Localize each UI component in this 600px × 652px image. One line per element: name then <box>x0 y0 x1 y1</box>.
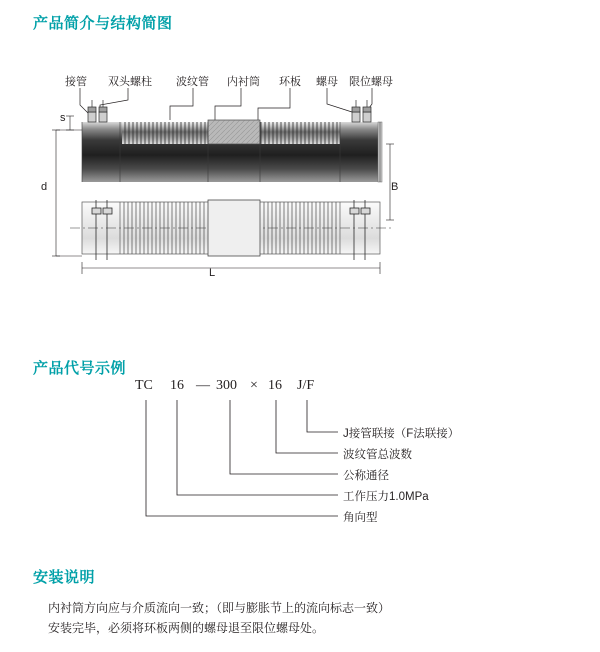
callout-label-double-stud: 双头螺柱 <box>108 76 152 88</box>
code-token-type: TC <box>135 378 153 393</box>
dimension-label-d: d <box>41 181 48 193</box>
section-title-code: 产品代号示例 <box>33 360 127 377</box>
product-code-diagram <box>0 378 600 538</box>
structure-drawing-svg <box>0 60 600 290</box>
install-notes <box>48 598 568 638</box>
install-note-line-1: 内衬筒方向应与介质流向一致；（即与膨胀节上的流向标志一致） <box>48 601 391 615</box>
code-token-pressure: 16 <box>170 378 184 393</box>
code-desc-diameter: 公称通径 <box>343 470 389 482</box>
code-token-dash: — <box>196 378 210 393</box>
code-desc-type: 角向型 <box>343 512 378 524</box>
code-token-connection: J/F <box>297 378 315 393</box>
product-code-leader-svg <box>0 378 600 538</box>
section-title-install: 安装说明 <box>33 569 96 586</box>
dimension-label-s: s <box>60 112 66 124</box>
callout-label-limit-nut: 限位螺母 <box>349 76 393 88</box>
code-desc-connection: J接管联接（F法联接） <box>343 428 460 440</box>
callout-label-ring-plate: 环板 <box>279 76 301 88</box>
callout-label-pipe: 接管 <box>65 76 87 88</box>
dimension-label-L: L <box>209 267 216 279</box>
code-token-diameter: 300 <box>216 378 237 393</box>
callout-label-liner: 内衬筒 <box>227 76 260 88</box>
dimension-label-B: B <box>391 181 399 193</box>
section-title-structure: 产品简介与结构简图 <box>33 15 173 32</box>
code-token-wavecount: 16 <box>268 378 282 393</box>
code-desc-wavecount: 波纹管总波数 <box>343 449 412 461</box>
callout-label-nut: 螺母 <box>316 76 338 88</box>
code-desc-pressure: 工作压力1.0MPa <box>343 491 429 503</box>
code-token-times: × <box>250 378 258 393</box>
install-note-line-2: 安装完毕，必须将环板两侧的螺母退至限位螺母处。 <box>48 621 325 635</box>
structure-diagram <box>0 60 600 290</box>
callout-label-bellow: 波纹管 <box>176 76 209 88</box>
